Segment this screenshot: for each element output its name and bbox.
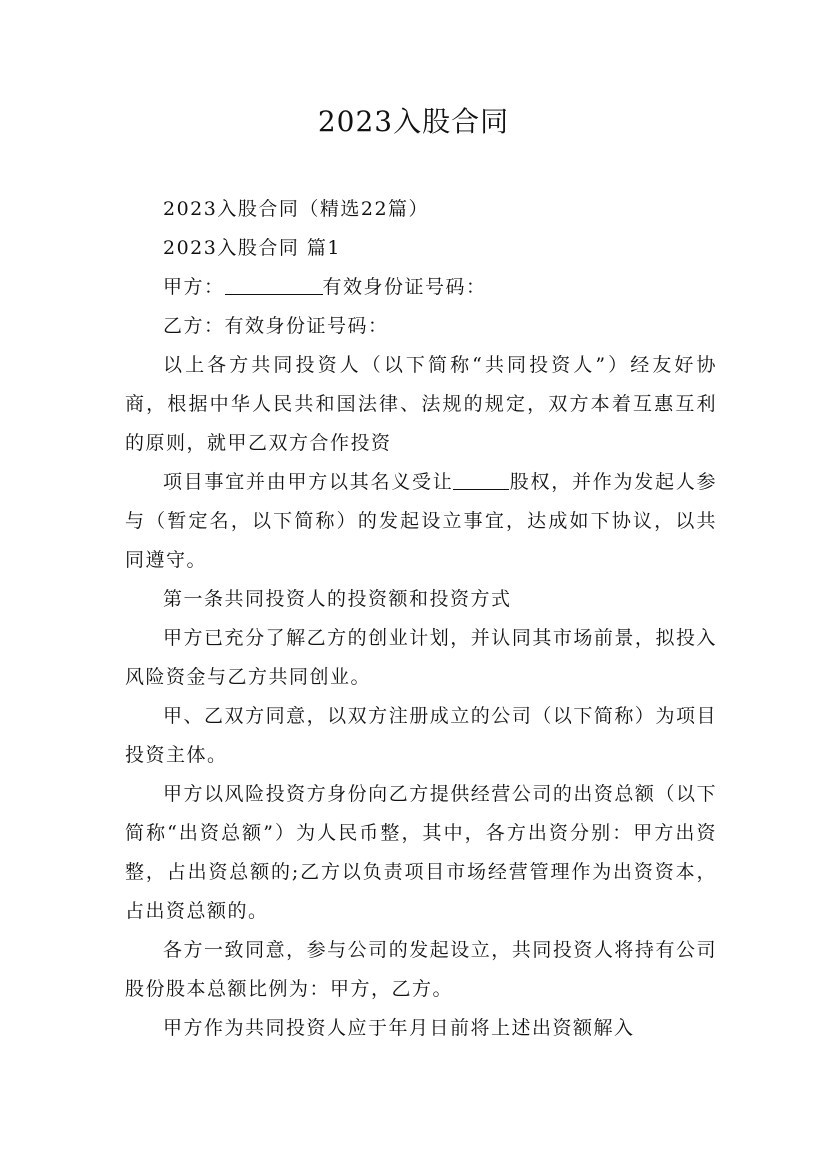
party-a-id-label: 有效身份证号码： [322,276,487,298]
party-a-line [125,268,717,307]
party-b-line: 乙方：有效身份证号码： [163,315,389,337]
clause-paragraph: 甲方作为共同投资人应于年月日前将上述出资额解入 [163,1017,635,1039]
intro-paragraph: 以上各方共同投资人（以下简称“共同投资人”）经友好协商，根据中华人民共和国法律、法规的规定，双方本着互惠互利的原则，就甲乙双方合作投资 [125,354,717,454]
project-text-start: 项目事宜并由甲方以其名义受让 [163,471,454,493]
clause-paragraph: 甲方已充分了解乙方的创业计划，并认同其市场前景，拟投入风险资金与乙方共同创业。 [125,627,717,688]
clause-paragraph: 甲、乙双方同意，以双方注册成立的公司（以下简称）为项目投资主体。 [125,705,717,766]
document-body [125,190,717,1048]
project-text-end: 股权，并作为发起人参与（暂定名，以下简称）的发起设立事宜，达成如下协议，以共同遵守。 [125,471,717,571]
subtitle-paragraph: 2023入股合同（精选22篇） [163,198,430,220]
equity-blank [453,468,509,490]
party-a-name-blank [225,273,323,295]
article-1-heading: 第一条共同投资人的投资额和投资方式 [163,588,512,610]
document-title: 2023入股合同 [317,105,510,138]
clause-paragraph: 甲方以风险投资方身份向乙方提供经营公司的出资总额（以下简称“出资总额”）为人民币整，其中，各方出资分别：甲方出资整，占出资总额的;乙方以负责项目市场经营管理作为出资资本，占出资总额的。 [125,783,717,922]
party-a-label: 甲方： [163,276,225,298]
project-paragraph [125,463,717,580]
clause-paragraph: 各方一致同意，参与公司的发起设立，共同投资人将持有公司股份股本总额比例为：甲方，乙方。 [125,939,717,1000]
section-heading: 2023入股合同 篇1 [163,237,341,259]
